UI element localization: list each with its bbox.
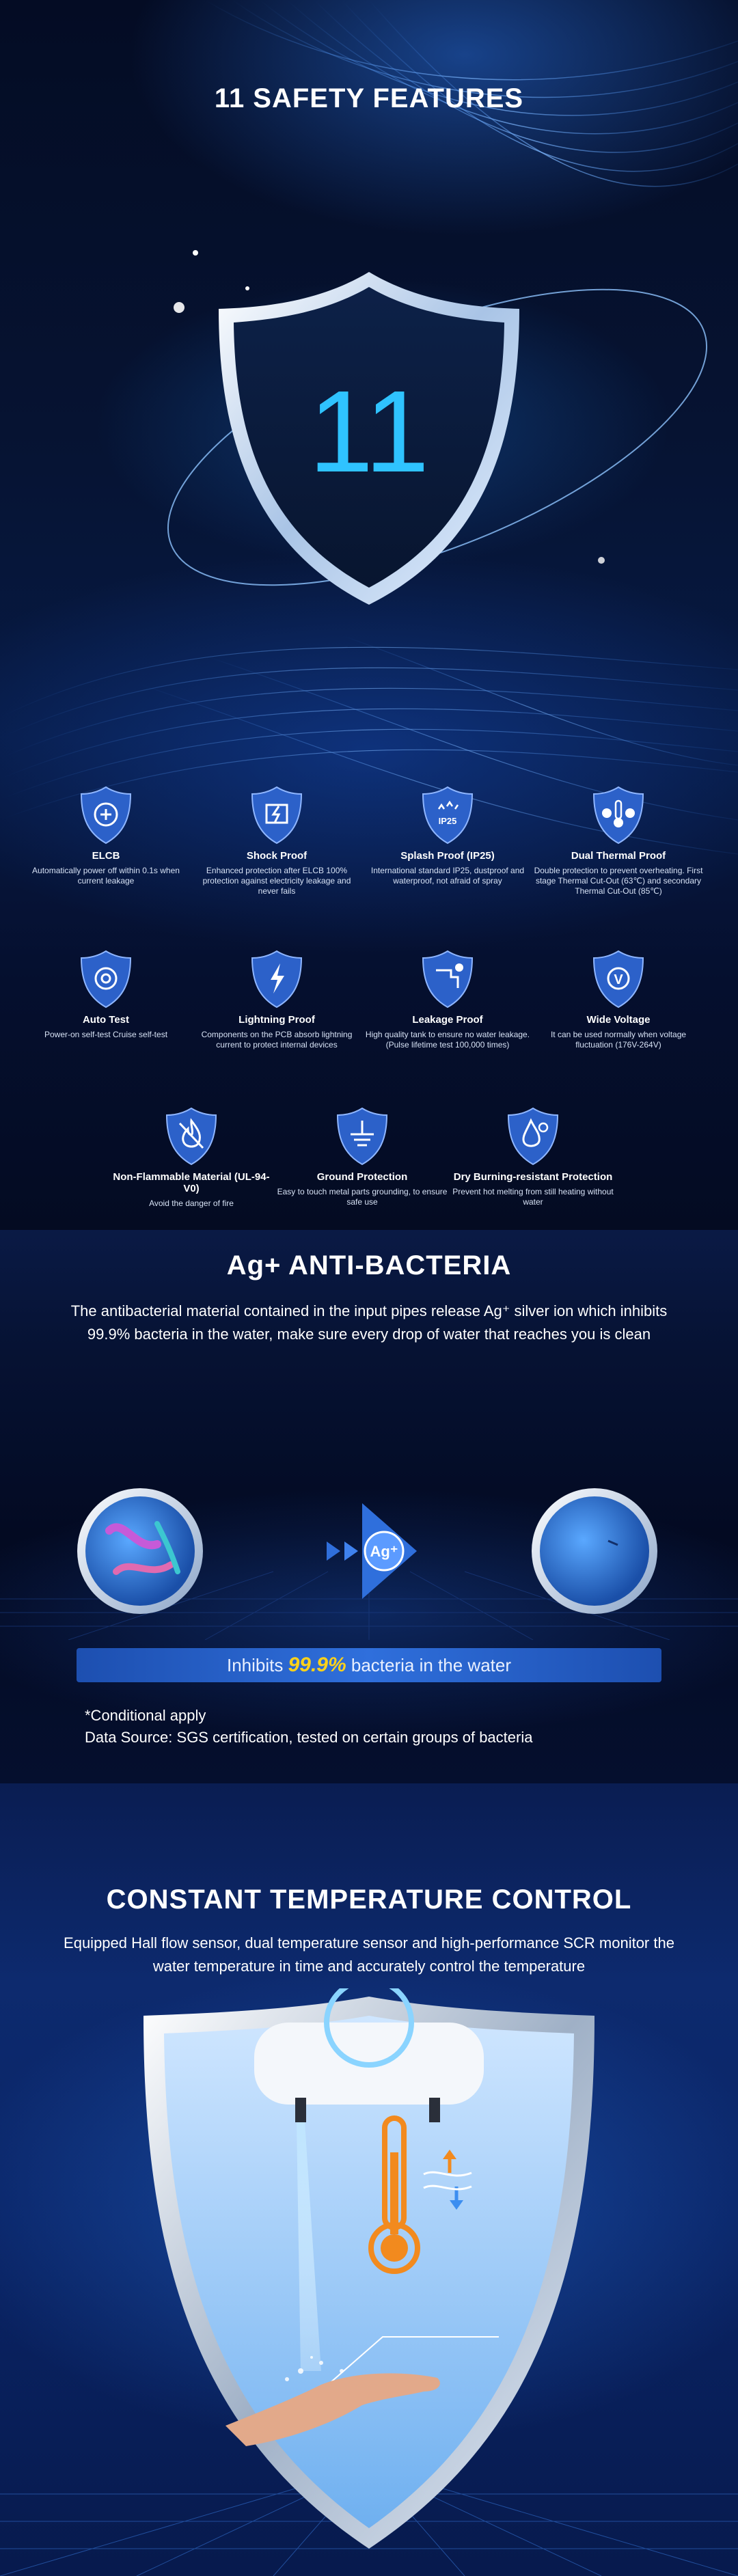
shield-number: 11 <box>308 367 430 497</box>
feature-desc: Automatically power off within 0.1s when current leakage <box>32 866 180 886</box>
inhibit-suffix: bacteria in the water <box>346 1655 512 1675</box>
splash-proof-icon <box>421 786 474 845</box>
feature-item <box>533 786 704 896</box>
feature-item <box>533 950 704 1050</box>
feature-item <box>191 950 362 1050</box>
feature-name: Wide Voltage <box>586 1014 651 1026</box>
feature-name: Non-Flammable Material (UL-94-V0) <box>113 1171 270 1194</box>
leakage-proof-icon <box>421 950 474 1009</box>
feature-name: Dry Burning-resistant Protection <box>453 1171 613 1183</box>
feature-item <box>191 786 362 896</box>
safety-title: 11 SAFETY FEATURES <box>214 83 524 113</box>
feature-item <box>448 1107 618 1207</box>
feature-name: Leakage Proof <box>412 1014 483 1026</box>
ag-description: The antibacterial material contained in the input pipes release Ag⁺ silver ion which inhibits 99.9% bacteria in the water, make sure every drop of water that reaches you is clean <box>70 1302 668 1343</box>
inhibit-prefix: Inhibits <box>226 1655 288 1675</box>
conditional-note: *Conditional apply <box>85 1707 206 1724</box>
anti-bacteria-section <box>0 1230 738 1783</box>
temp-title: CONSTANT TEMPERATURE CONTROL <box>106 1885 632 1915</box>
ip25-badge: IP25 <box>438 816 457 826</box>
inhibit-percent: 99.9% <box>288 1654 346 1676</box>
feature-name: Dual Thermal Proof <box>571 850 666 862</box>
feature-desc: Easy to touch metal parts grounding, to ensure safe use <box>277 1187 448 1207</box>
voltage-badge: V <box>614 972 623 987</box>
feature-item <box>20 786 191 886</box>
safety-features-section <box>0 0 738 1230</box>
flame-icon <box>165 1107 218 1166</box>
feature-desc: Enhanced protection after ELCB 100% protection against electricity leakage and never fails <box>202 866 351 896</box>
feature-name: Ground Protection <box>316 1171 408 1183</box>
feature-desc: Prevent hot melting from still heating without water <box>452 1187 614 1207</box>
feature-name: Auto Test <box>82 1014 130 1026</box>
lightning-icon <box>250 950 303 1009</box>
feature-desc: Power-on self-test Cruise self-test <box>44 1030 168 1039</box>
dry-burning-icon <box>506 1107 560 1166</box>
feature-item <box>20 950 191 1040</box>
clean-water-bubble <box>532 1488 657 1614</box>
temp-description: Equipped Hall flow sensor, dual temperature sensor and high-performance SCR monitor the water temperature in time and accurately control the temperature <box>64 1934 674 1975</box>
feature-item <box>106 1107 277 1209</box>
ag-illustration <box>0 1476 738 1640</box>
bacteria-bubble <box>77 1488 203 1614</box>
feature-name: Splash Proof (IP25) <box>400 850 495 862</box>
elcb-icon <box>79 786 133 845</box>
feature-name: ELCB <box>92 850 120 862</box>
inhibit-banner <box>77 1648 661 1682</box>
feature-item <box>277 1107 448 1207</box>
feature-desc: It can be used normally when voltage fluctuation (176V-264V) <box>550 1030 687 1050</box>
temperature-illustration <box>0 1988 738 2576</box>
feature-item <box>362 950 533 1050</box>
feature-desc: Components on the PCB absorb lightning current to protect internal devices <box>201 1030 353 1050</box>
feature-name: Lightning Proof <box>238 1014 315 1026</box>
ground-icon <box>336 1107 389 1166</box>
feature-desc: High quality tank to ensure no water leakage. (Pulse lifetime test 100,000 times) <box>365 1030 530 1050</box>
arrow-icon <box>327 1503 417 1599</box>
feature-desc: Avoid the danger of fire <box>149 1198 234 1208</box>
feature-item <box>362 786 533 886</box>
ag-footnote <box>85 1705 532 1749</box>
feature-name: Shock Proof <box>246 850 308 862</box>
hero-shield-icon <box>198 260 540 615</box>
ag-title: Ag+ ANTI-BACTERIA <box>226 1250 512 1280</box>
feature-desc: Double protection to prevent overheating. First stage Thermal Cut-Out (63℃) and secondary Thermal Cut-Out (85℃) <box>534 866 703 896</box>
wide-voltage-icon <box>592 950 645 1009</box>
dual-thermal-icon <box>592 786 645 845</box>
temperature-control-section <box>0 1783 738 2576</box>
data-source-note: Data Source: SGS certification, tested on certain groups of bacteria <box>85 1729 533 1746</box>
feature-desc: International standard IP25, dustproof and waterproof, not afraid of spray <box>370 866 525 886</box>
ag-badge: Ag⁺ <box>370 1543 398 1560</box>
shock-proof-icon <box>250 786 303 845</box>
auto-test-icon <box>79 950 133 1009</box>
